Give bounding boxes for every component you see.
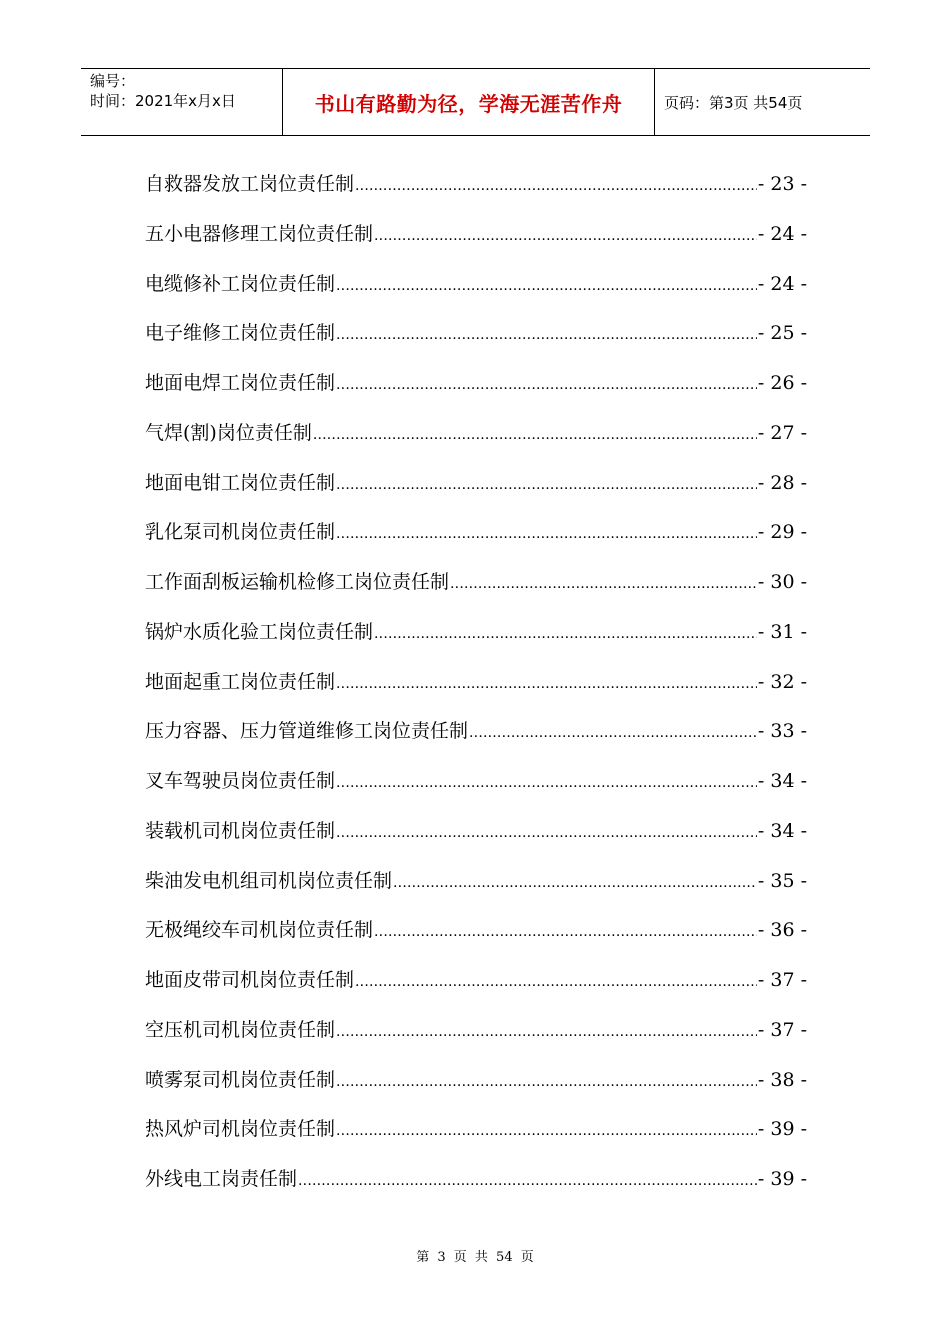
table-of-contents	[145, 168, 807, 1213]
toc-dot-leader	[313, 419, 757, 451]
toc-entry[interactable]	[145, 666, 807, 716]
toc-entry-title: 装载机司机岗位责任制	[145, 819, 336, 842]
toc-entry-title: 地面皮带司机岗位责任制	[145, 969, 355, 991]
toc-entry-page: - 31 -	[757, 620, 807, 643]
toc-dot-leader	[469, 717, 757, 749]
toc-dot-leader	[336, 1066, 757, 1098]
toc-entry-page: - 26 -	[757, 372, 807, 394]
toc-dot-leader	[336, 668, 757, 700]
time-label: 时间：2021年x月x日	[90, 92, 236, 110]
toc-entry-title: 地面电钳工岗位责任制	[145, 471, 336, 494]
toc-entry-title: 电缆修补工岗位责任制	[145, 272, 336, 295]
toc-dot-leader	[298, 1165, 757, 1197]
toc-entry[interactable]	[145, 1113, 807, 1163]
toc-entry[interactable]	[145, 317, 807, 367]
toc-entry-page: - 29 -	[757, 521, 807, 544]
toc-dot-leader	[450, 568, 757, 600]
toc-dot-leader	[336, 319, 757, 351]
toc-entry[interactable]	[145, 865, 807, 915]
toc-entry[interactable]	[145, 616, 807, 666]
toc-entry[interactable]	[145, 815, 807, 865]
document-header	[81, 68, 870, 136]
toc-dot-leader	[336, 1115, 757, 1147]
toc-dot-leader	[355, 966, 757, 998]
toc-entry-page: - 37 -	[757, 1018, 807, 1041]
toc-entry[interactable]	[145, 715, 807, 765]
toc-entry[interactable]	[145, 467, 807, 517]
toc-entry[interactable]	[145, 1064, 807, 1114]
toc-dot-leader	[336, 469, 757, 501]
header-info-cell	[81, 69, 282, 135]
toc-dot-leader	[393, 867, 757, 899]
toc-entry-page: - 39 -	[757, 1118, 807, 1141]
toc-entry-title: 乳化泵司机岗位责任制	[145, 521, 336, 544]
toc-entry-title: 热风炉司机岗位责任制	[145, 1118, 336, 1141]
toc-entry-title: 地面电焊工岗位责任制	[145, 372, 336, 394]
toc-entry-page: - 35 -	[757, 869, 807, 892]
toc-entry[interactable]	[145, 417, 807, 467]
motto-text: 书山有路勤为径，学海无涯苦作舟	[314, 91, 623, 116]
toc-entry-page: - 32 -	[757, 670, 807, 693]
toc-entry[interactable]	[145, 765, 807, 815]
toc-dot-leader	[336, 767, 757, 799]
toc-entry-title: 地面起重工岗位责任制	[145, 670, 336, 693]
motto-cell	[282, 69, 655, 135]
toc-entry[interactable]	[145, 516, 807, 566]
toc-entry-title: 叉车驾驶员岗位责任制	[145, 770, 336, 792]
toc-entry-page: - 23 -	[757, 173, 807, 195]
toc-entry-title: 无极绳绞车司机岗位责任制	[145, 919, 374, 942]
toc-entry[interactable]	[145, 367, 807, 417]
toc-dot-leader	[336, 1016, 757, 1048]
toc-entry[interactable]	[145, 914, 807, 964]
toc-entry-page: - 28 -	[757, 471, 807, 494]
toc-entry-page: - 38 -	[757, 1068, 807, 1091]
toc-entry-title: 自救器发放工岗位责任制	[145, 173, 355, 195]
toc-entry-page: - 27 -	[757, 421, 807, 444]
toc-entry-title: 外线电工岗责任制	[145, 1168, 298, 1190]
toc-entry-title: 电子维修工岗位责任制	[145, 322, 336, 345]
toc-entry-page: - 37 -	[757, 969, 807, 991]
toc-entry-title: 气焊(割)岗位责任制	[145, 421, 312, 444]
toc-entry-page: - 34 -	[757, 819, 807, 842]
toc-dot-leader	[336, 270, 757, 302]
toc-entry-page: - 33 -	[757, 720, 807, 743]
toc-entry[interactable]	[145, 1014, 807, 1064]
page-label: 页码：第3页 共54页	[664, 93, 803, 112]
toc-dot-leader	[336, 369, 757, 401]
toc-entry[interactable]	[145, 268, 807, 318]
toc-entry-title: 压力容器、压力管道维修工岗位责任制	[145, 720, 469, 743]
toc-entry-page: - 24 -	[757, 272, 807, 295]
toc-entry-page: - 34 -	[757, 770, 807, 792]
toc-dot-leader	[374, 220, 757, 252]
toc-entry[interactable]	[145, 566, 807, 616]
toc-entry-page: - 36 -	[757, 919, 807, 942]
toc-dot-leader	[374, 916, 757, 948]
toc-entry-page: - 25 -	[757, 322, 807, 345]
toc-entry[interactable]	[145, 964, 807, 1014]
toc-dot-leader	[355, 170, 757, 202]
number-label: 编号：	[90, 72, 136, 90]
toc-dot-leader	[336, 518, 757, 550]
toc-entry[interactable]	[145, 1163, 807, 1213]
toc-entry-title: 工作面刮板运输机检修工岗位责任制	[145, 571, 450, 593]
toc-entry-page: - 30 -	[757, 571, 807, 593]
page-info-cell	[655, 69, 870, 135]
toc-entry-title: 喷雾泵司机岗位责任制	[145, 1068, 336, 1091]
toc-dot-leader	[336, 817, 757, 849]
toc-entry[interactable]	[145, 218, 807, 268]
toc-entry-title: 锅炉水质化验工岗位责任制	[145, 620, 374, 643]
toc-entry-title: 五小电器修理工岗位责任制	[145, 222, 374, 245]
toc-entry-title: 空压机司机岗位责任制	[145, 1018, 336, 1041]
toc-entry-page: - 39 -	[757, 1168, 807, 1190]
toc-entry-title: 柴油发电机组司机岗位责任制	[145, 869, 393, 892]
page-footer: 第 3 页 共 54 页	[416, 1250, 534, 1265]
toc-entry[interactable]	[145, 168, 807, 218]
toc-dot-leader	[374, 618, 757, 650]
toc-entry-page: - 24 -	[757, 222, 807, 245]
